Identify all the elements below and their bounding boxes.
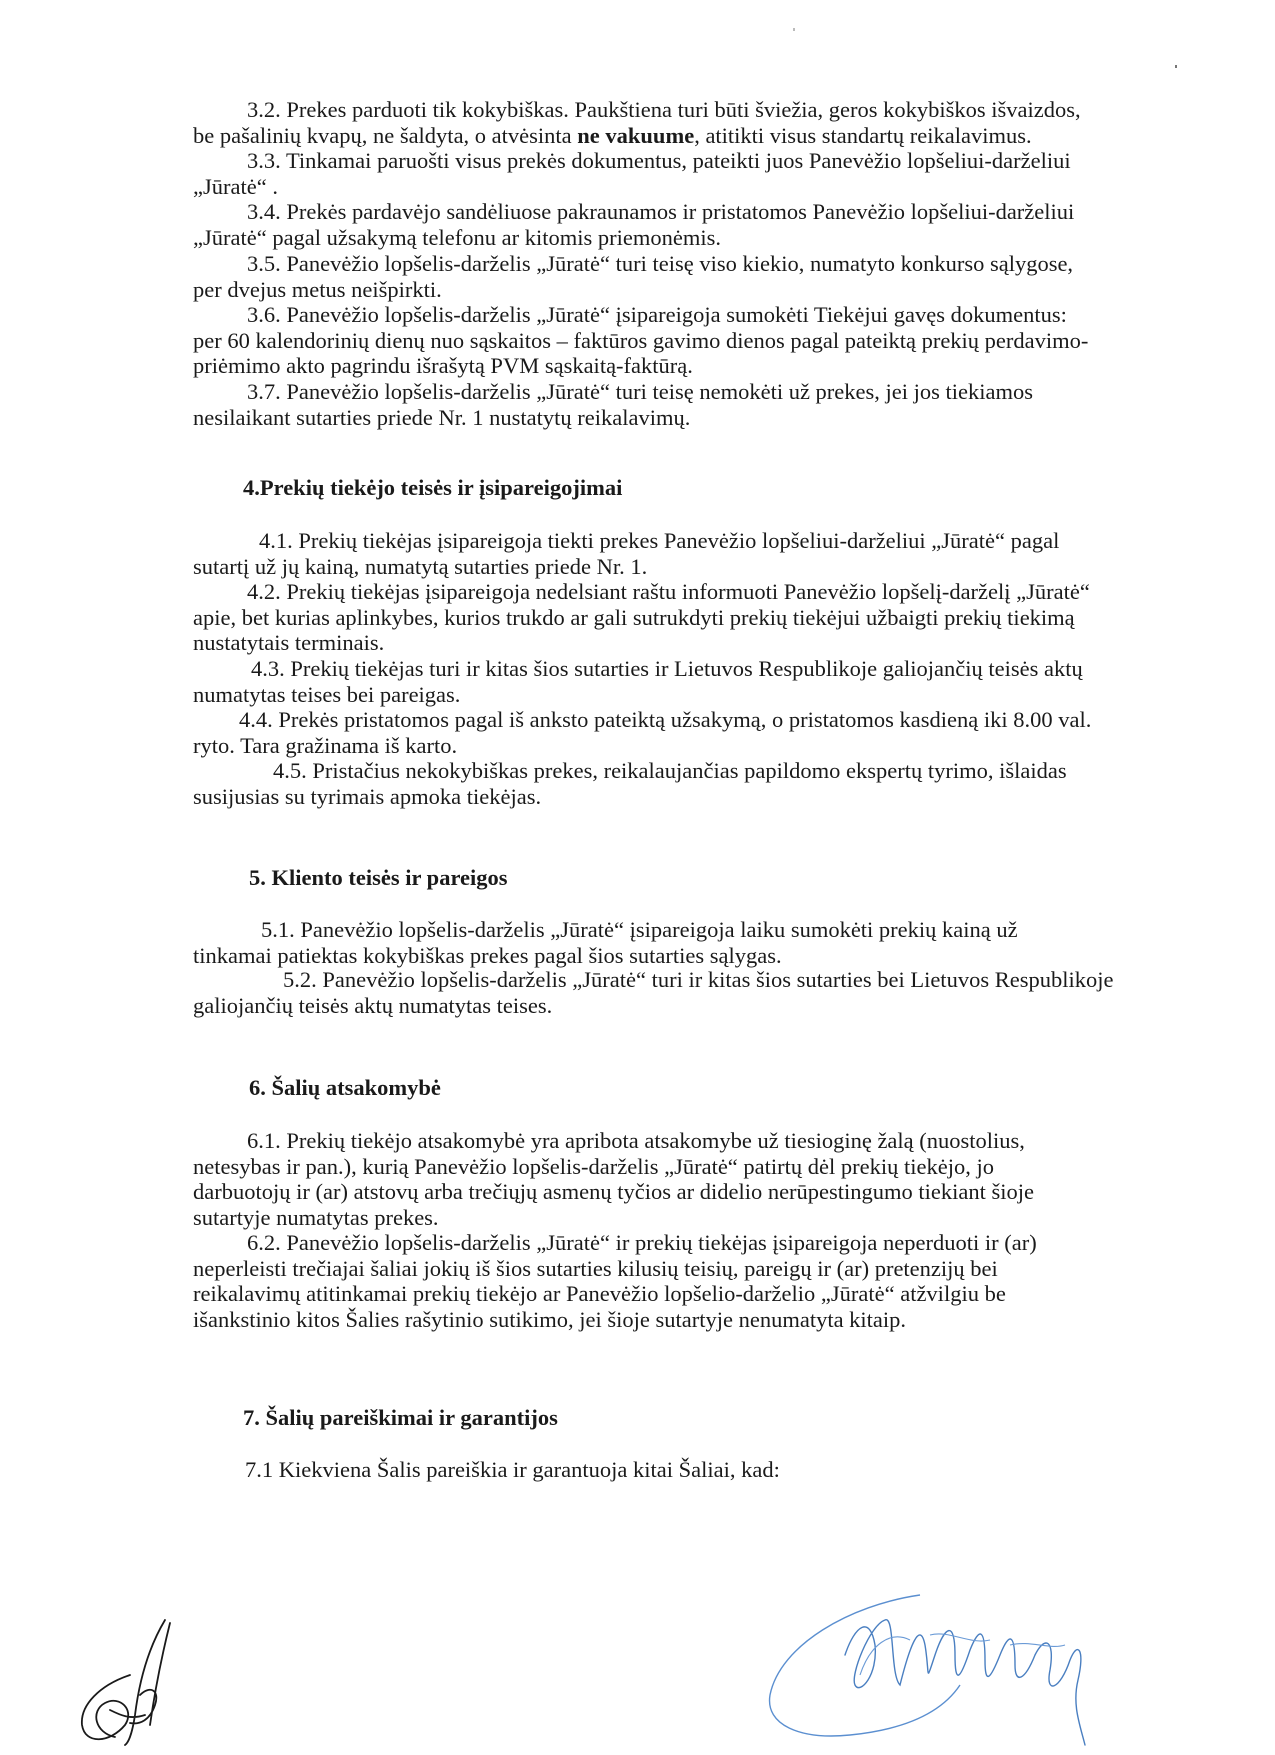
clause-4-5: 4.5. Pristačius nekokybiškas prekes, reikalaujančias papildomo ekspertų tyrimo, išlaidas susijusias su tyrimais apmoka tiekėjas. (193, 758, 1067, 809)
section-5-heading: 5. Kliento teisės ir pareigos (249, 865, 508, 890)
clause-7-1: 7.1 Kiekviena Šalis pareiškia ir garantuoja kitai Šaliai, kad: (245, 1457, 780, 1482)
clause-4-1: 4.1. Prekių tiekėjas įsipareigoja tiekti prekes Panevėžio lopšeliui-darželiui „Jūratė“ pagal sutartį už jų kainą, numatytą sutarties priede Nr. 1. (193, 528, 1060, 579)
scan-speck (793, 28, 795, 31)
clause-3-3: 3.3. Tinkamai paruošti visus prekės dokumentus, pateikti juos Panevėžio lopšeliui-darželiui „Jūratė“ . (193, 148, 1071, 199)
clause-6-1: 6.1. Prekių tiekėjo atsakomybė yra apribota atsakomybe už tiesioginę žalą (nuostolius, netesybas ir pan.), kurią Panevėžio lopšelis-darželis „Jūratė“ patirtų dėl prekių tiekėjo, jo darbuotojų ir (ar) atstovų arba trečiųjų asmenų tyčios ar didelio nerūpestingumo tiekiant šioje sutartyje numatytas prekes. (193, 1128, 1035, 1230)
clause-4-3: 4.3. Prekių tiekėjas turi ir kitas šios sutarties ir Lietuvos Respublikoje galiojančių teisės aktų numatytas teises bei pareigas. (193, 656, 1083, 707)
section-4-heading: 4.Prekių tiekėjo teisės ir įsipareigojimai (243, 475, 623, 500)
clause-5-1: 5.1. Panevėžio lopšelis-darželis „Jūratė“ įsipareigoja laiku sumokėti prekių kainą už tinkamai patiektas kokybiškas prekes pagal šios sutarties sąlygas. (193, 917, 1018, 968)
section-6-heading: 6. Šalių atsakomybė (249, 1075, 441, 1100)
signature-left-icon (70, 1615, 180, 1750)
emphasis-ne-vakuume: ne vakuume (577, 122, 695, 148)
clause-4-4: 4.4. Prekės pristatomos pagal iš anksto pateiktą užsakymą, o pristatomos kasdieną iki 8.00 val. ryto. Tara gražinama iš karto. (193, 707, 1092, 758)
clause-6-2: 6.2. Panevėžio lopšelis-darželis „Jūratė“ ir prekių tiekėjas įsipareigoja neperduoti ir (ar) neperleisti trečiajai šaliai jokių iš šios sutarties kilusių teisių, pareigų ir (ar) pretenzijų bei reikalavimų atitinkamai prekių tiekėjo ar Panevėžio lopšelio-darželio „Jūratė“ atžvilgiu be išankstinio kitos Šalies rašytinio sutikimo, jei šioje sutartyje nenumatyta kitaip. (193, 1230, 1037, 1332)
clause-4-2: 4.2. Prekių tiekėjas įsipareigoja nedelsiant raštu informuoti Panevėžio lopšelį-darželį „Jūratė“ apie, bet kurias aplinkybes, kurios trukdo ar gali sutrukdyti prekių tiekėjui užbaigti prekių tiekimą nustatytais terminais. (193, 579, 1090, 656)
clause-5-2: 5.2. Panevėžio lopšelis-darželis „Jūratė“ turi ir kitas šios sutarties bei Lietuvos Respublikoje galiojančių teisės aktų numatytas teises. (193, 967, 1114, 1018)
clause-3-7: 3.7. Panevėžio lopšelis-darželis „Jūratė“ turi teisę nemokėti už prekes, jei jos tiekiamos nesilaikant sutarties priede Nr. 1 nustatytų reikalavimų. (193, 379, 1034, 430)
clause-3-4: 3.4. Prekės pardavėjo sandėliuose pakraunamos ir pristatomos Panevėžio lopšeliui-darželiui „Jūratė“ pagal užsakymą telefonu ar kitomis priemonėmis. (193, 199, 1075, 250)
clause-3-6: 3.6. Panevėžio lopšelis-darželis „Jūratė“ įsipareigoja sumokėti Tiekėjui gavęs dokumentus: per 60 kalendorinių dienų nuo sąskaitos – faktūros gavimo dienos pagal pateiktą prekių perdavimo- priėmimo akto pagrindu išrašytą PVM sąskaitą-faktūrą. (193, 302, 1089, 379)
clause-3-2: 3.2. Prekes parduoti tik kokybiškas. Paukštiena turi būti šviežia, geros kokybiškos išvaizdos, be pašalinių kvapų, ne šaldyta, o atvėsinta ne vakuume, atitikti visus standartų reikalavimus. (193, 97, 1081, 148)
signature-right-icon (760, 1585, 1100, 1755)
section-7-heading: 7. Šalių pareiškimai ir garantijos (243, 1405, 558, 1430)
clause-3-5: 3.5. Panevėžio lopšelis-darželis „Jūratė“ turi teisę viso kiekio, numatyto konkurso sąlygose, per dvejus metus neišpirkti. (193, 251, 1074, 302)
scan-speck (1175, 65, 1177, 68)
